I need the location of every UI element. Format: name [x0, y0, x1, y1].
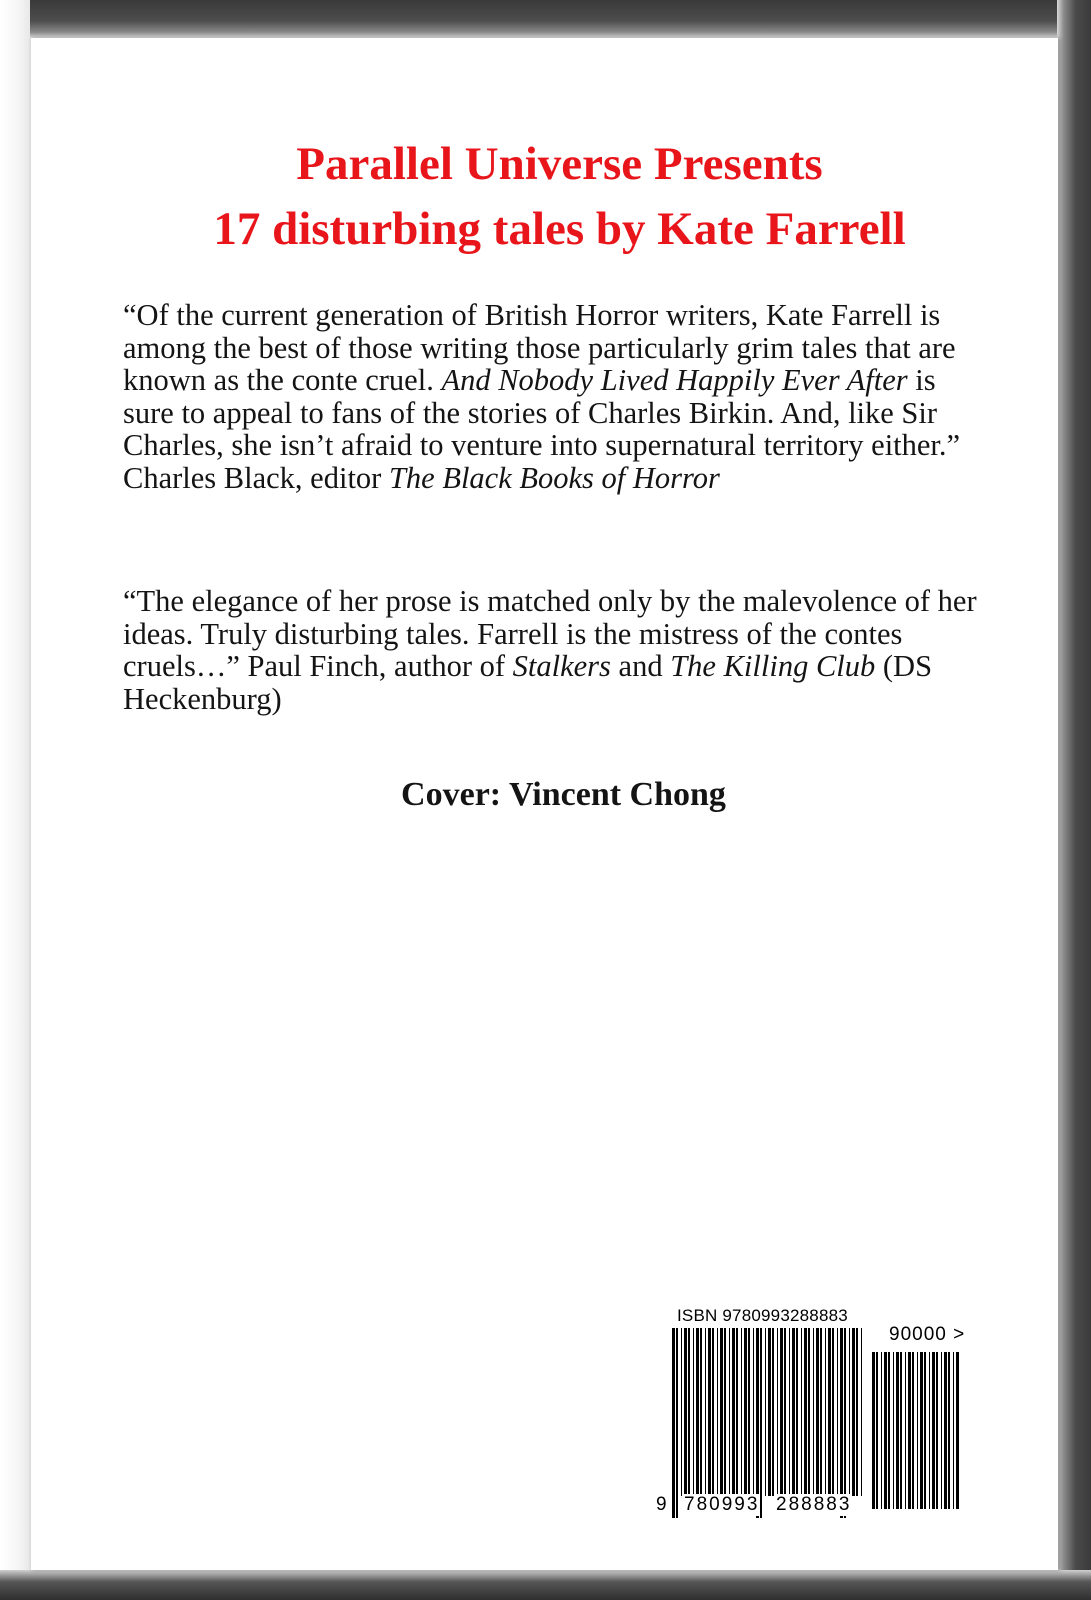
headline-line-2: 17 disturbing tales by Kate Farrell — [213, 203, 906, 255]
isbn-label: ISBN 9780993288883 — [677, 1306, 848, 1325]
price-addon-code: 90000 > — [889, 1324, 966, 1345]
review-quote-charles-black — [123, 299, 983, 494]
scan-shadow-left — [0, 0, 30, 1600]
headline — [31, 132, 1058, 262]
quote2-joiner: and — [610, 649, 671, 683]
scan-shadow-right — [1057, 0, 1091, 1600]
quote2-book-1: Stalkers — [512, 649, 611, 683]
barcode-left-digits: 780993 — [684, 1494, 760, 1515]
cover-artist-credit — [31, 776, 1058, 814]
scan-shadow-top — [0, 0, 1091, 38]
quote2-lead: “The elegance of her prose is matched only by the malevolence of her ideas. Truly disturbing tales. Farrell is the mistress of the contes cruels…” Paul Finch, author of — [123, 584, 977, 683]
quote1-publication: The Black Books of Horror — [388, 460, 720, 495]
barcode-right-digits: 288883 — [776, 1494, 852, 1515]
quote1-middle: is sure to appeal to fans of the stories of Charles Birkin. And, like Sir Charles, she isn’t afraid to venture into supernatural territory either.” Charles Black, editor — [123, 363, 961, 495]
quote1-lead: “Of the current generation of British Horror writers, Kate Farrell is among the best of those writing those particularly grim tales that are known as the conte cruel. — [123, 298, 956, 397]
ean-13-bars — [671, 1328, 864, 1518]
quote1-book-title: And Nobody Lived Happily Ever After — [441, 363, 908, 397]
book-back-cover — [30, 38, 1058, 1570]
scan-shadow-bottom — [0, 1570, 1091, 1600]
headline-line-1: Parallel Universe Presents — [296, 138, 823, 190]
quote2-book-2: The Killing Club — [670, 649, 876, 683]
review-quote-paul-finch — [123, 585, 983, 715]
isbn-barcode — [656, 1306, 991, 1536]
barcode-first-digit: 9 — [656, 1494, 667, 1515]
quote2-tail: (DS Heckenburg) — [123, 649, 933, 716]
cover-credit-text: Cover: Vincent Chong — [401, 776, 726, 813]
addon-bars — [871, 1352, 959, 1509]
